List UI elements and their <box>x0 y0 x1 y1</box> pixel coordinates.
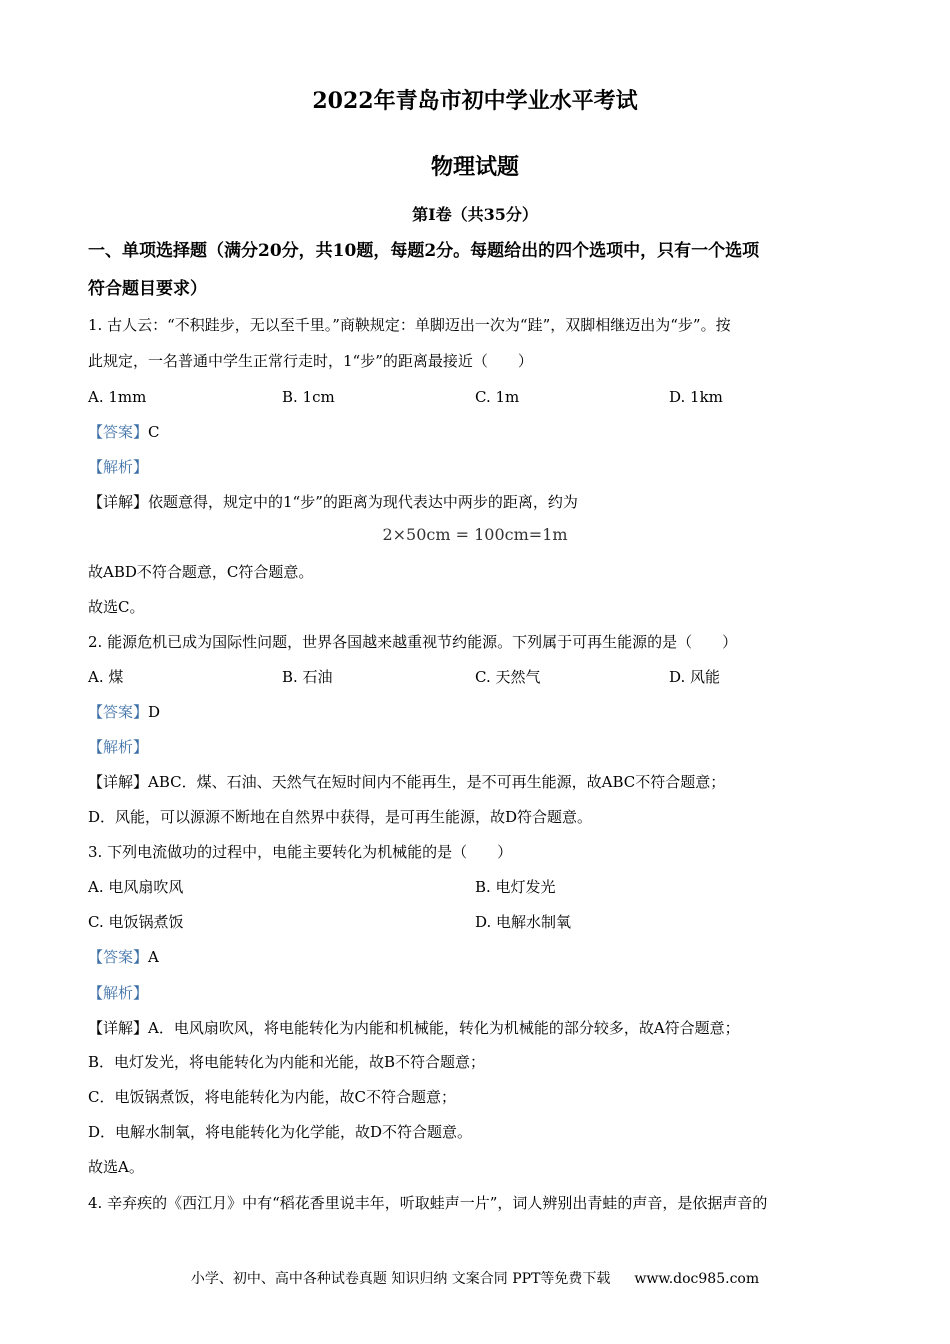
part-title: 第I卷（共35分） <box>412 205 538 224</box>
q3-option-d: D. 电解水制氧 <box>475 913 572 931</box>
q2-answer: D <box>148 703 161 721</box>
q2-option-b: B. 石油 <box>282 668 333 686</box>
q2-analysis-tag: 【解析】 <box>88 738 149 756</box>
exam-subtitle: 物理试题 <box>430 154 519 180</box>
q4-stem-line1: 4. 辛弃疾的《西江月》中有“稻花香里说丰年，听取蛙声一片”，词人辨别出青蛙的声音，是依据声音的 <box>88 1194 768 1212</box>
section-heading-line2: 符合题目要求） <box>88 279 207 299</box>
q3-stem: 3. 下列电流做功的过程中，电能主要转化为机械能的是（ ） <box>88 843 513 861</box>
q3-detail-line2: B．电灯发光，将电能转化为内能和光能，故B不符合题意； <box>88 1053 486 1071</box>
q3-conclusion: 故选A。 <box>88 1158 144 1176</box>
q1-answer-line <box>88 421 868 443</box>
q1-analysis-tag: 【解析】 <box>88 458 149 476</box>
footer-url[interactable]: www.doc985.com <box>634 1271 760 1287</box>
q2-option-a: A. 煤 <box>88 668 124 686</box>
q1-conclusion1: 故ABD不符合题意，C符合题意。 <box>88 563 314 581</box>
q2-answer-tag: 【答案】 <box>88 703 149 721</box>
q2-detail1: ABC．煤、石油、天然气在短时间内不能再生，是不可再生能源，故ABC不符合题意； <box>148 773 726 791</box>
q2-detail-tag: 【详解】 <box>88 773 149 791</box>
q1-detail-line <box>88 491 868 513</box>
section-heading-line1: 一、单项选择题（满分20分，共10题，每题2分。每题给出的四个选项中，只有一个选项 <box>88 241 760 261</box>
q3-detail-tag: 【详解】 <box>88 1019 149 1037</box>
q3-option-c: C. 电饭锅煮饭 <box>88 913 184 931</box>
q3-analysis-tag: 【解析】 <box>88 984 149 1002</box>
q2-option-c: C. 天然气 <box>475 668 541 686</box>
q1-stem-line2: 此规定，一名普通中学生正常行走时，1“步”的距离最接近（ ） <box>88 352 533 370</box>
q1-analysis-line <box>88 456 868 478</box>
q1-detail-tag: 【详解】 <box>88 493 149 511</box>
q1-detail: 依题意得，规定中的1“步”的距离为现代表达中两步的距离，约为 <box>148 493 578 511</box>
q1-option-c: C. 1m <box>475 388 520 406</box>
q1-conclusion2: 故选C。 <box>88 598 145 616</box>
q2-stem: 2. 能源危机已成为国际性问题，世界各国越来越重视节约能源。下列属于可再生能源的是（ ） <box>88 633 738 651</box>
q1-formula: 2×50cm = 100cm=1m <box>382 525 568 544</box>
q2-option-d: D. 风能 <box>669 668 721 686</box>
footer-text: 小学、初中、高中各种试卷真题 知识归纳 文案合同 PPT等免费下载 <box>190 1271 611 1287</box>
exam-title: 2022年青岛市初中学业水平考试 <box>312 88 638 114</box>
q1-answer-tag: 【答案】 <box>88 423 149 441</box>
q1-answer: C <box>148 423 160 441</box>
q3-option-b: B. 电灯发光 <box>475 878 556 896</box>
q1-option-b: B. 1cm <box>282 388 335 406</box>
q2-detail-line2: D．风能，可以源源不断地在自然界中获得，是可再生能源，故D符合题意。 <box>88 808 593 826</box>
q1-option-a: A. 1mm <box>88 388 147 406</box>
q2-analysis-line <box>88 736 868 758</box>
q3-analysis-line <box>88 982 868 1004</box>
q1-option-d: D. 1km <box>669 388 723 406</box>
q2-detail-line1 <box>88 771 868 793</box>
q3-answer-line <box>88 946 868 968</box>
q3-answer: A <box>148 948 159 966</box>
q3-answer-tag: 【答案】 <box>88 948 149 966</box>
page-footer <box>0 1268 950 1288</box>
q3-detail-line3: C．电饭锅煮饭，将电能转化为内能，故C不符合题意； <box>88 1088 456 1106</box>
q3-detail-line4: D．电解水制氧，将电能转化为化学能，故D不符合题意。 <box>88 1123 473 1141</box>
q3-detail1: A．电风扇吹风，将电能转化为内能和机械能，转化为机械能的部分较多，故A符合题意； <box>148 1019 740 1037</box>
q1-stem-line1: 1. 古人云：“不积跬步，无以至千里。”商鞅规定：单脚迈出一次为“跬”，双脚相继迈出为“步”。按 <box>88 316 731 334</box>
q3-detail-line1 <box>88 1017 868 1039</box>
q3-option-a: A. 电风扇吹风 <box>88 878 184 896</box>
q2-answer-line <box>88 701 868 723</box>
